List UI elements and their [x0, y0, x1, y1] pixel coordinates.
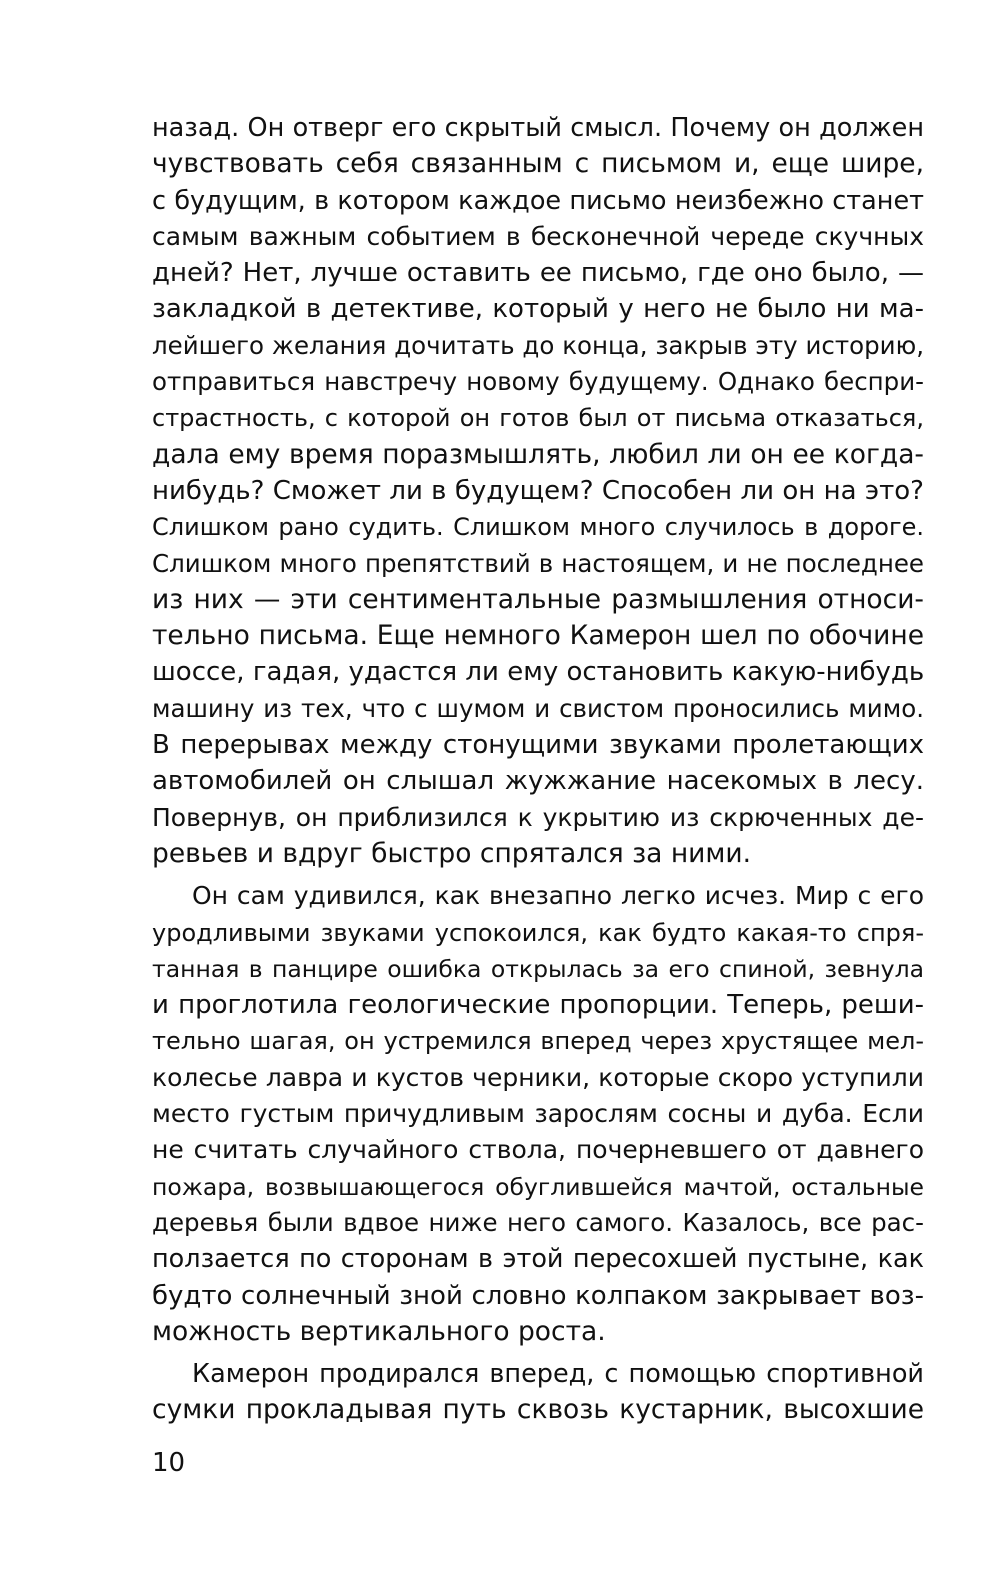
text-line: колесье лавра и кустов черники, которые скоро уступили [152, 1062, 924, 1092]
text-line: страстность, с которой он готов был от письма отказаться, [152, 404, 924, 433]
text-line: тельно письма. Еще немного Камерон шел по обочине [152, 620, 924, 652]
text-line: из них — эти сентиментальные размышления относи- [152, 583, 924, 615]
text-line: отправиться навстречу новому будущему. Однако беспри- [152, 367, 924, 397]
text-line: Камерон продирался вперед, с помощью спортивной [192, 1359, 924, 1390]
text-line: автомобилей он слышал жужжание насекомых в лесу. [152, 766, 924, 797]
page-number: 10 [152, 1448, 186, 1478]
text-line: Повернув, он приблизился к укрытию из скрюченных де- [152, 802, 924, 832]
paragraph [152, 110, 924, 872]
paragraph [152, 878, 924, 1350]
text-line: Слишком много препятствий в настоящем, и не последнее [152, 548, 924, 578]
text-line: танная в панцире ошибка открылась за его спиной, зевнула [152, 954, 924, 983]
text-line: закладкой в детективе, который у него не было ни ма- [152, 294, 924, 325]
text-line: уродливыми звуками успокоился, как будто какая-то спря- [152, 918, 924, 947]
text-line: шоссе, гадая, удастся ли ему остановить какую-нибудь [152, 657, 925, 688]
text-line: назад. Он отверг его скрытый смысл. Почему он должен [152, 113, 924, 143]
text-line: Слишком рано судить. Слишком много случилось в дороге. [152, 513, 924, 542]
text-line: В перерывах между стонущими звуками пролетающих [152, 730, 924, 761]
text-line: самым важным событием в бесконечной череде скучных [152, 221, 924, 251]
text-line: Он сам удивился, как внезапно легко исчез. Мир с его [192, 881, 924, 911]
text-line: дала ему время поразмышлять, любил ли он ее когда- [152, 438, 924, 470]
paragraph [152, 1356, 924, 1429]
text-line: машину из тех, что с шумом и свистом проносились мимо. [152, 693, 924, 723]
text-line: чувствовать себя связанным с письмом и, еще шире, [152, 148, 924, 180]
text-line: место густым причудливым зарослям сосны и дуба. Если [152, 1099, 924, 1129]
text-line: будто солнечный зной словно колпаком закрывает воз- [152, 1280, 924, 1311]
text-line: не считать случайного ствола, почерневшего от давнего [152, 1135, 924, 1165]
text-line: сумки прокладывая путь сквозь кустарник, высохшие [152, 1394, 924, 1426]
text-line: тельно шагая, он устремился вперед через хрустящее мел- [152, 1027, 924, 1056]
text-line: и проглотила геологические пропорции. Теперь, реши- [152, 990, 924, 1021]
text-line: ползается по сторонам в этой пересохшей пустыне, как [152, 1244, 924, 1275]
text-line: пожара, возвышающегося обуглившейся мачтой, остальные [152, 1172, 924, 1201]
text-line: ревьев и вдруг быстро спрятался за ними. [152, 837, 752, 869]
text-line: деревья были вдвое ниже него самого. Казалось, все рас- [152, 1207, 924, 1237]
text-line: с будущим, в котором каждое письмо неизбежно станет [152, 185, 924, 216]
text-line: можность вертикального роста. [152, 1315, 606, 1347]
body-text [152, 110, 924, 1429]
text-line: дней? Нет, лучше оставить ее письмо, где оно было, — [152, 258, 924, 289]
text-line: нибудь? Сможет ли в будущем? Способен ли он на это? [152, 475, 924, 506]
text-line: лейшего желания дочитать до конца, закрыв эту историю, [152, 330, 924, 360]
